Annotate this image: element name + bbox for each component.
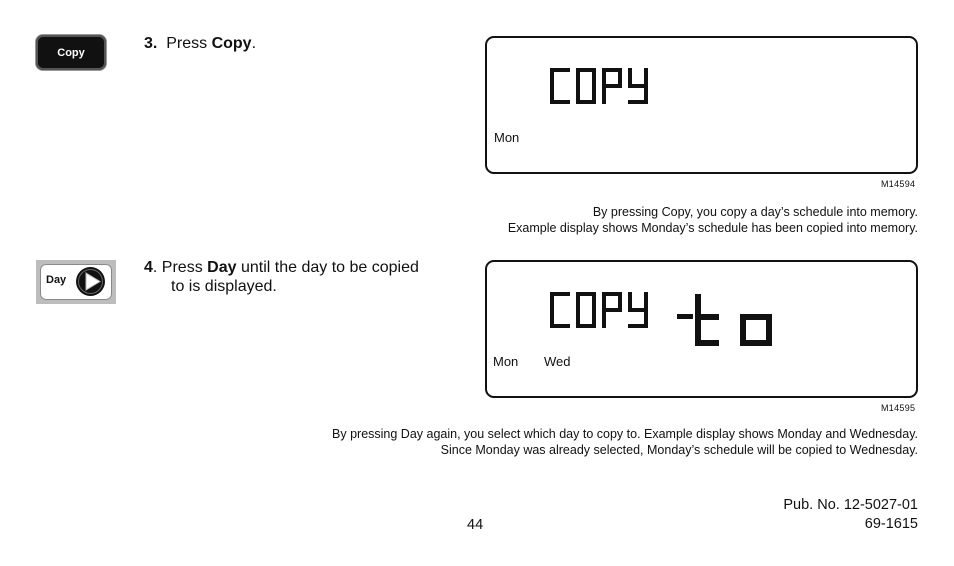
- lcd-char-y: [628, 292, 648, 328]
- caption-step-4-line-1: By pressing Day again, you select which day to copy to. Example display shows Monday and Wednesday.: [332, 427, 918, 441]
- figure-code-1: M14594: [881, 179, 916, 189]
- day-button-label: Day: [46, 274, 67, 286]
- lcd-char-p: [602, 68, 622, 104]
- step-4-text-after: until the day to be copied: [236, 259, 419, 276]
- step-3-bold: Copy: [211, 35, 252, 52]
- step-3-text-before: Press: [166, 35, 212, 52]
- publication-info: [783, 496, 918, 534]
- day-button[interactable]: [36, 260, 116, 304]
- lcd-char-dash: [677, 314, 693, 319]
- lcd-char-y: [628, 68, 648, 104]
- lcd-day-wed: Wed: [544, 354, 571, 369]
- lcd-day-mon: Mon: [494, 130, 520, 145]
- step-4-text-before: Press: [157, 259, 208, 276]
- caption-step-3-line-2: Example display shows Monday’s schedule has been copied into memory.: [507, 221, 918, 235]
- lcd-display-copy: [485, 36, 918, 174]
- caption-step-4-line-2: Since Monday was already selected, Monday’s schedule will be copied to Wednesday.: [440, 443, 918, 457]
- lcd-char-c: [550, 292, 570, 328]
- page-number: 44: [467, 517, 484, 533]
- step-3-number: 3.: [144, 35, 158, 52]
- play-arrow-icon: [75, 266, 106, 297]
- step-4-line-2: to is displayed.: [171, 278, 277, 295]
- step-4-number-suffix: .: [152, 259, 158, 276]
- step-3-instruction: [144, 34, 256, 53]
- copy-button-label: Copy: [57, 46, 85, 59]
- figure-code-2: M14595: [881, 403, 916, 413]
- doc-number: 69-1615: [864, 516, 918, 532]
- caption-step-4: [332, 426, 918, 458]
- copy-button[interactable]: [36, 35, 106, 70]
- lcd-char-t: [695, 294, 719, 346]
- lcd-char-o-large: [740, 314, 772, 346]
- caption-step-3: [508, 204, 918, 236]
- lcd-char-c: [550, 68, 570, 104]
- step-4-bold: Day: [207, 259, 237, 276]
- step-3-text-after: .: [251, 35, 257, 52]
- lcd-display-copy-to: [485, 260, 918, 398]
- pub-number: Pub. No. 12-5027-01: [783, 497, 918, 513]
- lcd-char-o: [576, 68, 596, 104]
- lcd-segment-text: [487, 38, 916, 172]
- lcd-segment-text-2: [487, 262, 916, 396]
- step-4-number: 4: [144, 259, 153, 276]
- caption-step-3-line-1: By pressing Copy, you copy a day’s schedule into memory.: [592, 205, 918, 219]
- step-4-instruction: [144, 258, 464, 296]
- lcd-char-o: [576, 292, 596, 328]
- lcd-day-mon: Mon: [493, 354, 519, 369]
- lcd-char-p: [602, 292, 622, 328]
